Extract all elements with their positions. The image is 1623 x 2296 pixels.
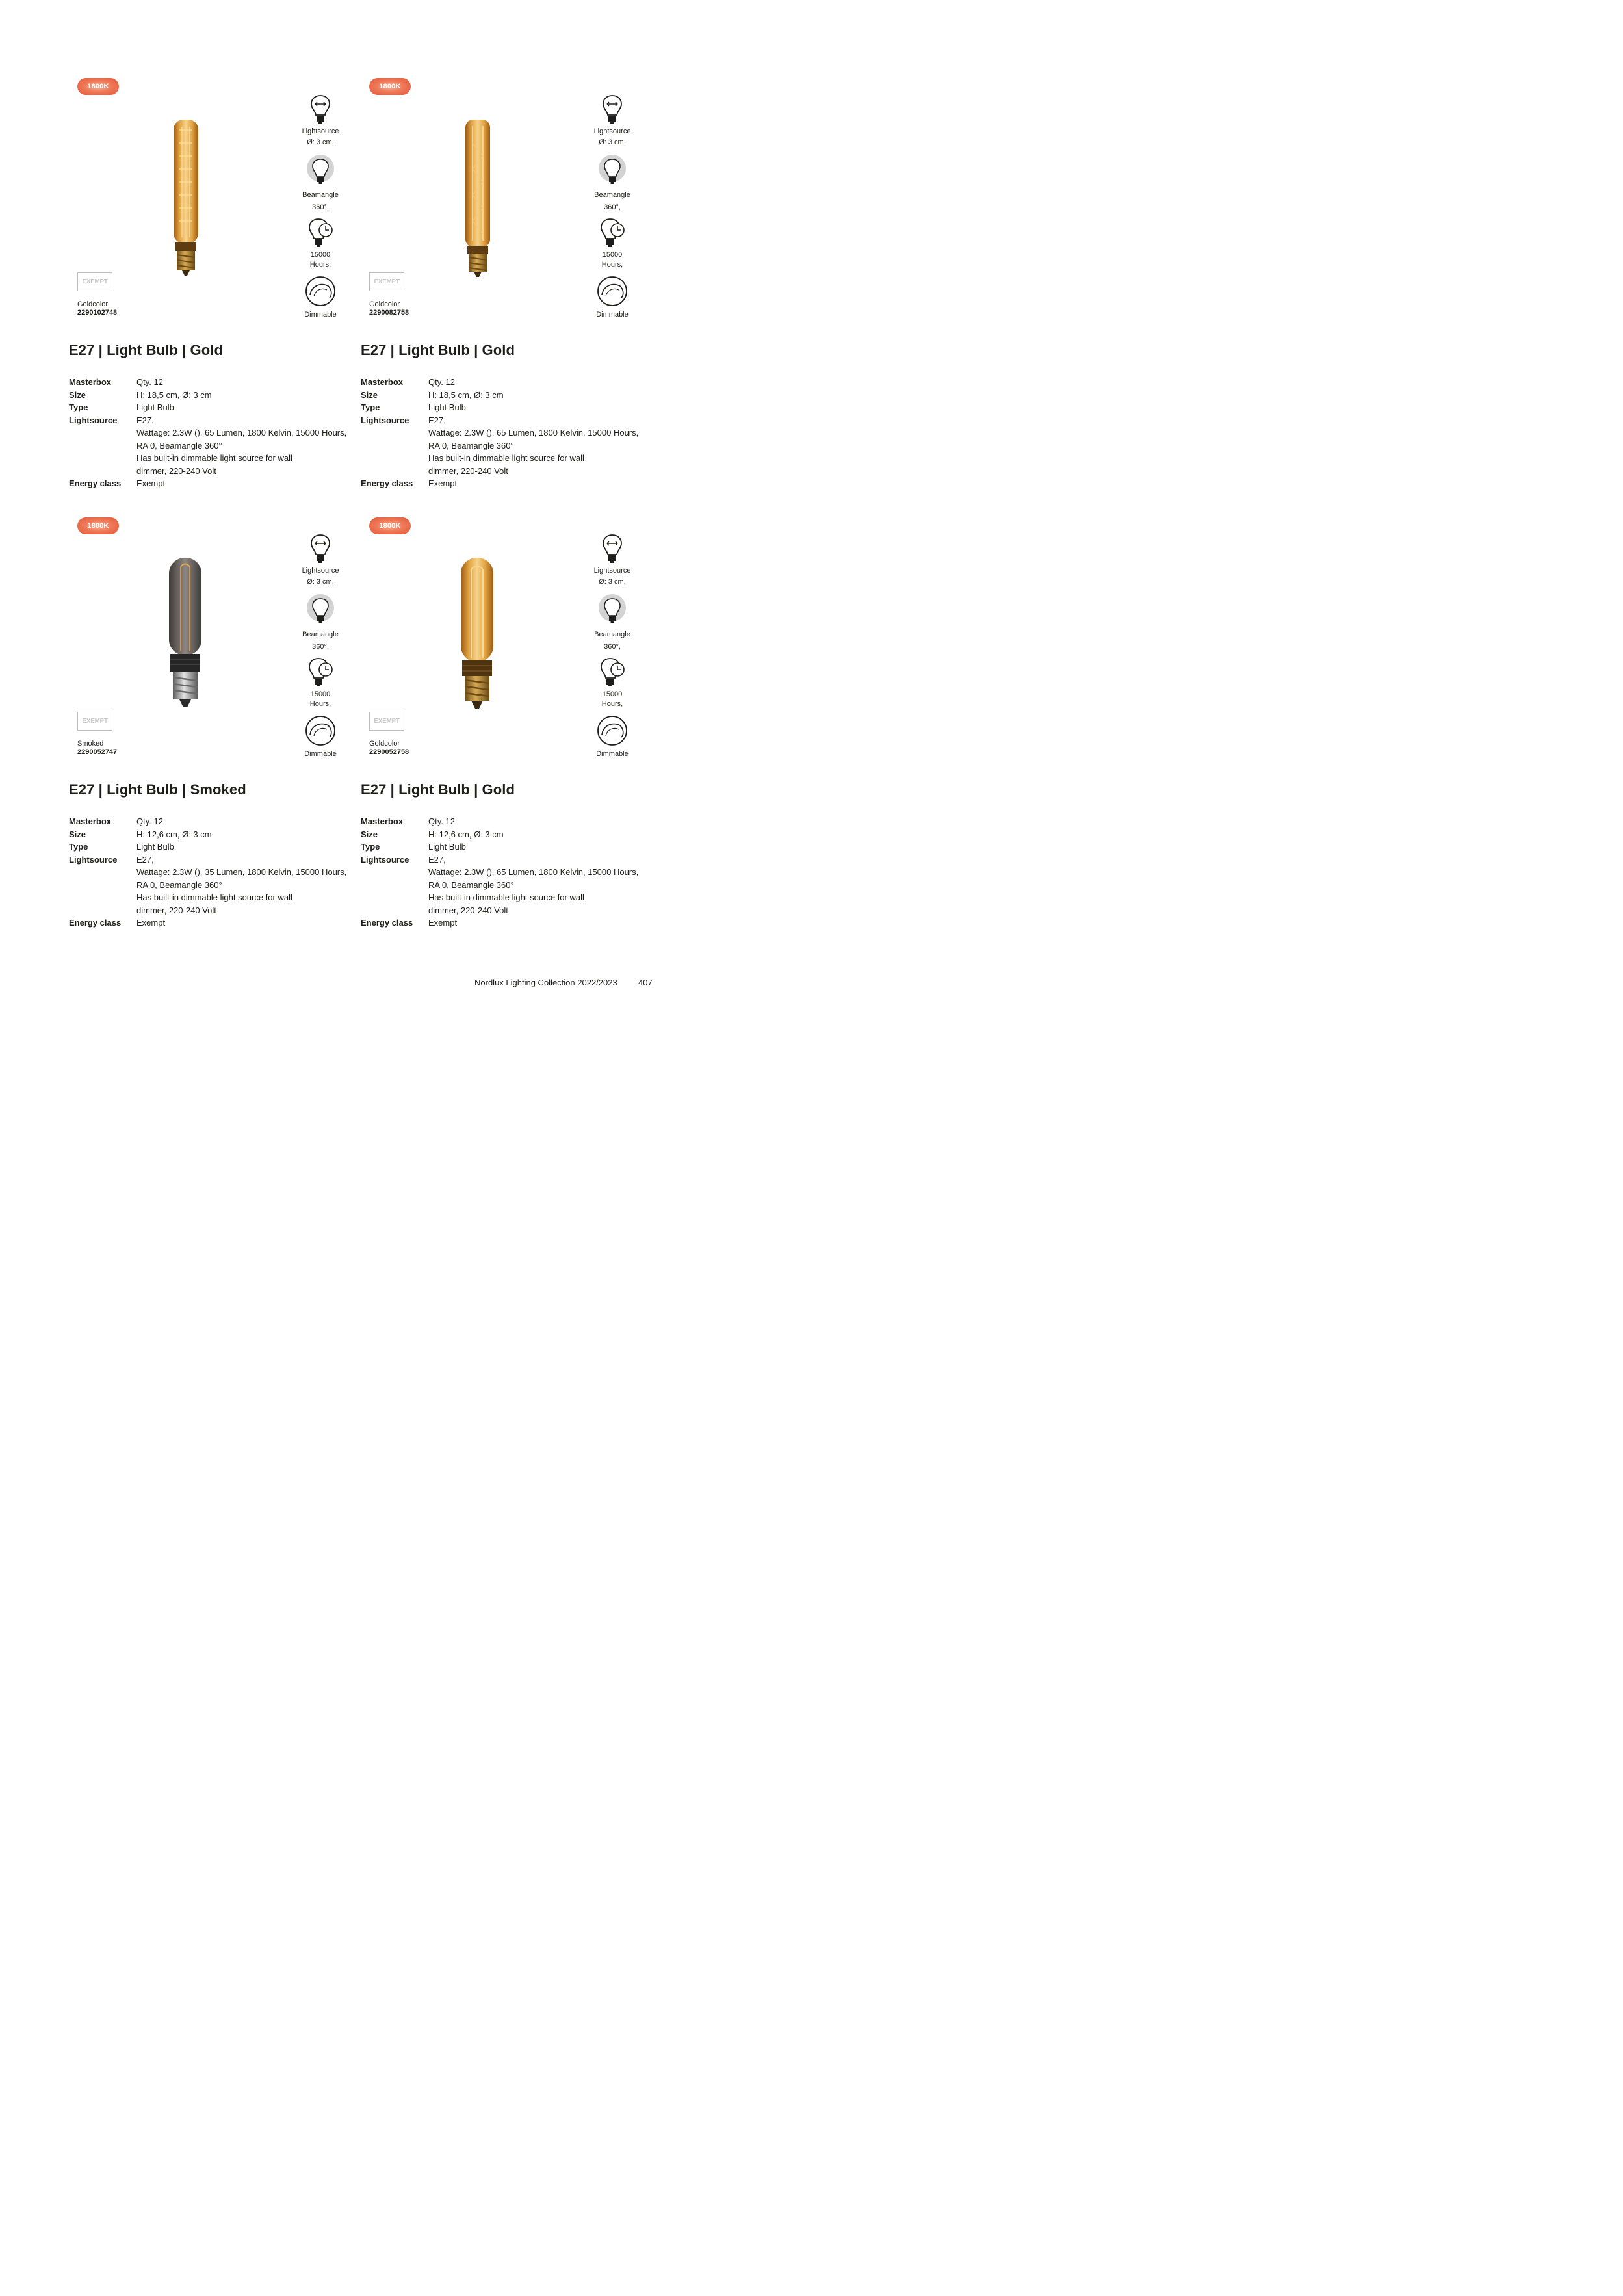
beamangle-label: Beamangle	[302, 191, 339, 199]
beamangle-value: 360°,	[604, 203, 621, 211]
hours-value: 15000	[602, 251, 623, 259]
spec-row	[69, 866, 355, 879]
spec-key	[69, 891, 136, 904]
dimmable-label: Dimmable	[304, 311, 337, 319]
spec-value: Light Bulb	[136, 402, 174, 412]
spec-row	[69, 917, 355, 930]
beamangle-value: 360°,	[604, 643, 621, 651]
page-number: 407	[638, 978, 653, 987]
variant-info	[369, 740, 409, 757]
spec-value: Wattage: 2.3W (), 65 Lumen, 1800 Kelvin, 15000 Hours,	[428, 428, 639, 437]
spec-key	[69, 904, 136, 917]
spec-value: Qty. 12	[136, 816, 163, 826]
spec-key: Masterbox	[361, 816, 404, 826]
spec-value: Qty. 12	[428, 816, 455, 826]
spec-key	[361, 879, 428, 892]
spec-value: Qty. 12	[428, 377, 455, 387]
spec-value: E27,	[136, 854, 154, 865]
beamangle-label: Beamangle	[594, 191, 630, 199]
spec-row	[361, 426, 647, 439]
spec-row	[361, 891, 647, 904]
kelvin-badge: 1800K	[369, 517, 411, 534]
spec-key	[361, 866, 428, 879]
spec-value: RA 0, Beamangle 360°	[428, 440, 514, 450]
lifetime-hours-icon	[599, 657, 626, 689]
spec-row	[361, 401, 647, 414]
beamangle-label: Beamangle	[594, 631, 630, 638]
spec-value: RA 0, Beamangle 360°	[136, 440, 222, 450]
spec-row	[69, 426, 355, 439]
spec-value: dimmer, 220-240 Volt	[136, 905, 216, 915]
spec-value: H: 12,6 cm, Ø: 3 cm	[136, 829, 212, 839]
hours-label: Hours,	[601, 700, 623, 708]
hours-value: 15000	[310, 251, 331, 259]
spec-key: Size	[361, 389, 378, 400]
lifetime-hours-icon	[599, 217, 626, 250]
spec-key: Lightsource	[69, 415, 118, 425]
spec-row	[361, 376, 647, 389]
spec-key: Type	[361, 402, 380, 412]
spec-key: Type	[361, 842, 380, 852]
dimmable-feature	[586, 715, 638, 759]
spec-value: dimmer, 220-240 Volt	[428, 905, 508, 915]
spec-value: RA 0, Beamangle 360°	[428, 880, 514, 890]
lightsource-diameter-icon	[601, 94, 623, 125]
sku: 2290082758	[369, 309, 409, 317]
product-card	[0, 439, 347, 928]
lightsource-diameter-icon	[601, 533, 623, 564]
product-card	[0, 0, 347, 488]
spec-key: Energy class	[69, 918, 122, 928]
spec-value: H: 12,6 cm, Ø: 3 cm	[428, 829, 504, 839]
dimmable-label: Dimmable	[596, 750, 629, 758]
spec-row	[361, 904, 647, 917]
spec-value: H: 18,5 cm, Ø: 3 cm	[136, 389, 212, 400]
color-name: Goldcolor	[77, 300, 109, 308]
dimmable-icon	[597, 276, 628, 307]
spec-value: Wattage: 2.3W (), 35 Lumen, 1800 Kelvin, 15000 Hours,	[136, 867, 347, 877]
spec-key	[361, 891, 428, 904]
dimmable-label: Dimmable	[304, 750, 337, 758]
spec-value: Exempt	[136, 918, 166, 928]
gold-tube-bulb-icon	[174, 120, 198, 276]
spec-row	[361, 854, 647, 867]
spec-value: Wattage: 2.3W (), 65 Lumen, 1800 Kelvin, 15000 Hours,	[136, 428, 347, 437]
product-title: E27 | Light Bulb | Gold	[361, 342, 515, 358]
spec-key: Size	[361, 829, 378, 839]
spec-value: Exempt	[428, 918, 458, 928]
spec-value: Qty. 12	[136, 377, 163, 387]
sku: 2290102748	[77, 309, 118, 317]
hours-value: 15000	[602, 690, 623, 698]
spec-table	[361, 815, 647, 930]
spec-value: Light Bulb	[428, 842, 466, 852]
gold-tube-bulb-icon	[465, 120, 490, 277]
tube-bulb-image	[130, 543, 247, 725]
spec-key	[361, 426, 428, 439]
energy-exempt-badge: EXEMPT	[369, 712, 404, 731]
spec-row	[69, 891, 355, 904]
spec-key: Energy class	[361, 918, 413, 928]
spec-row	[361, 879, 647, 892]
lightsource-feature	[586, 533, 638, 586]
spec-value: Has built-in dimmable light source for wall	[428, 453, 584, 463]
catalog-footer: Nordlux Lighting Collection 2022/2023	[474, 978, 617, 987]
tube-bulb-image	[422, 543, 539, 725]
color-name: Goldcolor	[369, 740, 400, 748]
variant-info	[369, 300, 409, 317]
spec-key: Energy class	[361, 478, 413, 488]
hours-label: Hours,	[309, 261, 331, 268]
color-name: Smoked	[77, 740, 104, 748]
beamangle-icon	[598, 155, 627, 187]
spec-key: Size	[69, 389, 86, 400]
kelvin-badge: 1800K	[77, 517, 119, 534]
spec-key: Lightsource	[361, 415, 409, 425]
spec-value: dimmer, 220-240 Volt	[428, 465, 508, 476]
lifetime-feature	[586, 657, 638, 709]
tube-bulb-image	[130, 104, 247, 286]
spec-key: Lightsource	[361, 854, 409, 865]
energy-exempt-badge: EXEMPT	[77, 712, 112, 731]
spec-value: RA 0, Beamangle 360°	[136, 880, 222, 890]
spec-key	[361, 904, 428, 917]
spec-row	[69, 904, 355, 917]
spec-row	[361, 828, 647, 841]
lightsource-value: Ø: 3 cm,	[307, 578, 334, 586]
beamangle-feature	[586, 155, 638, 212]
lightsource-value: Ø: 3 cm,	[599, 578, 626, 586]
spec-key: Energy class	[69, 478, 122, 488]
lightsource-value: Ø: 3 cm,	[307, 138, 334, 146]
spec-key: Type	[69, 402, 88, 412]
spec-value: H: 18,5 cm, Ø: 3 cm	[428, 389, 504, 400]
spec-value: E27,	[136, 415, 154, 425]
sku: 2290052758	[369, 748, 409, 756]
spec-value: Wattage: 2.3W (), 65 Lumen, 1800 Kelvin, 15000 Hours,	[428, 867, 639, 877]
spec-row	[361, 917, 647, 930]
lightsource-label: Lightsource	[593, 567, 631, 575]
beamangle-value: 360°,	[312, 203, 329, 211]
spec-row	[69, 879, 355, 892]
spec-row	[361, 815, 647, 828]
hours-value: 15000	[310, 690, 331, 698]
variant-info	[77, 300, 117, 317]
spec-row	[361, 389, 647, 402]
lightsource-feature	[586, 94, 638, 147]
product-title: E27 | Light Bulb | Gold	[69, 342, 224, 358]
spec-key: Masterbox	[69, 377, 112, 387]
kelvin-badge: 1800K	[369, 78, 411, 95]
hours-label: Hours,	[601, 261, 623, 268]
spec-value: E27,	[428, 854, 446, 865]
beamangle-label: Beamangle	[302, 631, 339, 638]
spec-key: Size	[69, 829, 86, 839]
spec-key: Type	[69, 842, 88, 852]
beamangle-icon	[598, 594, 627, 627]
smoked-tube-bulb-icon	[169, 558, 201, 707]
spec-row	[361, 866, 647, 879]
spec-key: Masterbox	[361, 377, 404, 387]
spec-value: Light Bulb	[136, 842, 174, 852]
lightsource-label: Lightsource	[302, 127, 339, 135]
lightsource-value: Ø: 3 cm,	[599, 138, 626, 146]
spec-key	[69, 426, 136, 439]
product-title: E27 | Light Bulb | Smoked	[69, 781, 246, 798]
beamangle-feature	[586, 594, 638, 651]
beamangle-value: 360°,	[312, 643, 329, 651]
spec-value: Has built-in dimmable light source for wall	[136, 453, 292, 463]
spec-value: E27,	[428, 415, 446, 425]
spec-key: Masterbox	[69, 816, 112, 826]
kelvin-badge: 1800K	[77, 78, 119, 95]
spec-value: Exempt	[428, 478, 458, 488]
variant-info	[77, 740, 117, 757]
tube-bulb-image	[422, 104, 539, 286]
energy-exempt-badge: EXEMPT	[369, 272, 404, 291]
dimmable-feature	[586, 276, 638, 319]
energy-exempt-badge: EXEMPT	[77, 272, 112, 291]
lightsource-label: Lightsource	[593, 127, 631, 135]
spec-key: Lightsource	[69, 854, 118, 865]
spec-value: Has built-in dimmable light source for wall	[136, 893, 292, 902]
spec-row	[361, 841, 647, 854]
product-card	[292, 439, 639, 928]
spec-value: dimmer, 220-240 Volt	[136, 465, 216, 476]
dimmable-label: Dimmable	[596, 311, 629, 319]
lightsource-label: Lightsource	[302, 567, 339, 575]
product-title: E27 | Light Bulb | Gold	[361, 781, 515, 798]
gold-tube-bulb-icon	[461, 558, 493, 709]
spec-value: Has built-in dimmable light source for wall	[428, 893, 584, 902]
product-card	[292, 0, 639, 488]
sku: 2290052747	[77, 748, 118, 756]
lifetime-feature	[586, 217, 638, 269]
hours-label: Hours,	[309, 700, 331, 708]
spec-key	[69, 879, 136, 892]
spec-value: Light Bulb	[428, 402, 466, 412]
spec-key	[69, 866, 136, 879]
dimmable-icon	[597, 715, 628, 746]
spec-value: Exempt	[136, 478, 166, 488]
spec-row	[361, 414, 647, 427]
color-name: Goldcolor	[369, 300, 400, 308]
